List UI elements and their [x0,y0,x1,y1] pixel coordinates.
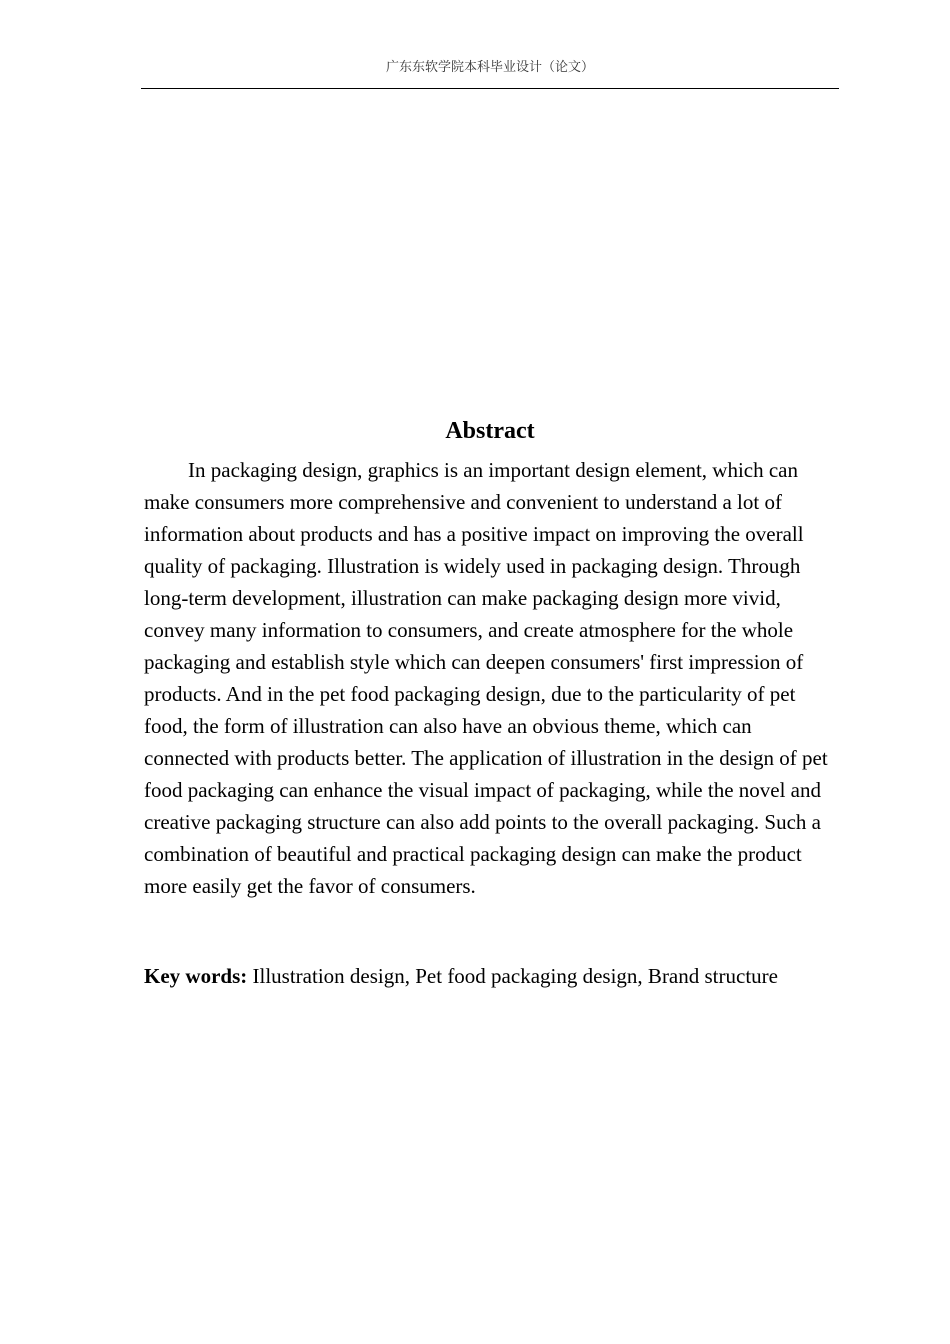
page-header: 广东东软学院本科毕业设计（论文） [385,60,594,75]
header-divider [141,88,839,89]
keywords-value: Illustration design, Pet food packaging design, Brand structure [252,964,778,988]
abstract-heading: Abstract [445,418,535,444]
keywords-label: Key words: [144,964,248,988]
abstract-paragraph: In packaging design, graphics is an important design element, which can make consumers more comprehensive and convenient to understand a lot of information about products and has a positive impact on improving the overall quality of packaging. Illustration is widely used in packaging design. Through long-term development, illustration can make packaging design more vivid, convey many information to consumers, and create atmosphere for the whole packaging and establish style which can deepen consumers' first impression of products. And in the pet food packaging design, due to the particularity of pet food, the form of illustration can also have an obvious theme, which can connected with products better. The application of illustration in the design of pet food packaging can enhance the visual impact of packaging, while the novel and creative packaging structure can also add points to the overall packaging. Such a combination of beautiful and practical packaging design can make the product more easily get the favor of consumers. [144,458,828,898]
keywords-line [144,960,838,992]
